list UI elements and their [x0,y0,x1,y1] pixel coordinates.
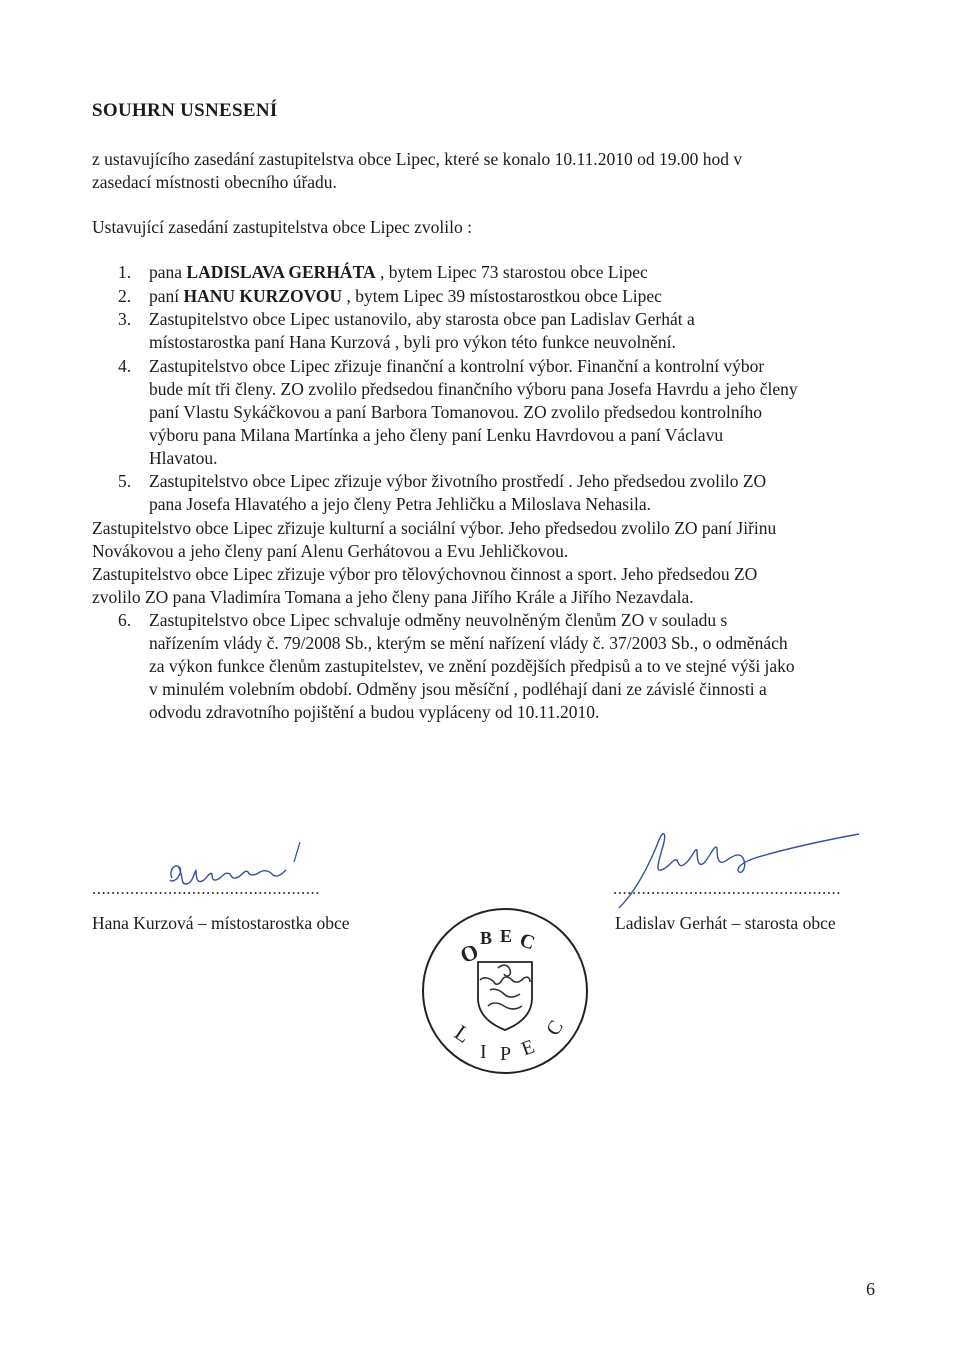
intro-line-2: zasedací místnosti obecního úřadu. [92,172,337,192]
item-text-line: pana Josefa Hlavatého a jejo členy Petra Jehličku a Miloslava Nehasila. [149,494,651,514]
municipal-stamp [420,906,590,1076]
item-text-line: nařízením vlády č. 79/2008 Sb., kterým se mění nařízení vlády č. 37/2003 Sb., o odměnách [149,633,788,653]
item-text: paní HANU KURZOVOU , bytem Lipec 39 místostarostkou obce Lipec [149,286,662,306]
item-text-line: Zastupitelstvo obce Lipec zřizuje finanční a kontrolní výbor. Finanční a kontrolní výbor [149,356,765,376]
item-number: 5. [118,471,132,491]
item-text-line: odvodu zdravotního pojištění a budou vypláceny od 10.11.2010. [149,702,600,722]
svg-text:C: C [542,1016,568,1040]
item-text-line: Zastupitelstvo obce Lipec schvaluje odměny neuvolněným členům ZO v souladu s [149,610,728,630]
item-number: 4. [118,356,132,376]
signature-line-right: ................................................ [613,879,841,898]
item-text-line: Zastupitelstvo obce Lipec zřizuje výbor životního prostředí . Jeho předsedou zvolilo ZO [149,471,767,491]
item-text-line: Zastupitelstvo obce Lipec ustanovilo, aby starosta obce pan Ladislav Gerhát a [149,309,695,329]
paragraph-line: Novákovou a jeho členy paní Alenu Gerhátovou a Evu Jehličkovou. [92,541,569,561]
signatory-right: Ladislav Gerhát – starosta obce [615,913,836,933]
svg-text:O: O [456,938,482,969]
elected-heading: Ustavující zasedání zastupitelstva obce Lipec zvolilo : [92,217,473,237]
item-number: 1. [118,262,132,282]
svg-text:I: I [480,1041,487,1063]
signature-line-left: ................................................ [92,879,320,898]
paragraph-line: Zastupitelstvo obce Lipec zřizuje výbor pro tělovýchovnou činnost a sport. Jeho předsedou ZO [92,564,758,584]
svg-text:L: L [449,1019,476,1048]
svg-text:P: P [500,1043,512,1065]
paragraph-line: zvolilo ZO pana Vladimíra Tomana a jeho členy pana Jiřího Krále a Jiřího Nezavdala. [92,587,694,607]
svg-text:E: E [500,926,513,946]
item-text-line: v minulém volebním období. Odměny jsou měsíční , podléhají dani ze závislé činnosti a [149,679,767,699]
page-number: 6 [866,1279,875,1299]
svg-text:E: E [518,1035,538,1061]
signatory-left: Hana Kurzová – místostarostka obce [92,913,350,933]
svg-text:C: C [516,929,538,955]
item-text-line: bude mít tři členy. ZO zvolilo předsedou finančního výboru pana Josefa Havrdu a jeho členy [149,379,798,399]
item-number: 2. [118,286,132,306]
item-text-line: Hlavatou. [149,448,218,468]
page-title: SOUHRN USNESENÍ [92,100,278,121]
item-text-line: místostarostka paní Hana Kurzová , byli pro výkon této funkce neuvolnění. [149,332,676,352]
item-text-line: paní Vlastu Sykáčkovou a paní Barbora Tomanovou. ZO zvolilo předsedou kontrolního [149,402,762,422]
item-text-line: výboru pana Milana Martínka a jeho členy paní Lenku Havrdovou a paní Václavu [149,425,724,445]
intro-line-1: z ustavujícího zasedání zastupitelstva obce Lipec, které se konalo 10.11.2010 od 19.00 hod v [92,149,743,169]
paragraph-line: Zastupitelstvo obce Lipec zřizuje kulturní a sociální výbor. Jeho předsedou zvolilo ZO paní Jiřinu [92,518,777,538]
item-number: 3. [118,309,132,329]
item-text: pana LADISLAVA GERHÁTA , bytem Lipec 73 starostou obce Lipec [149,262,648,282]
item-number: 6. [118,610,132,630]
svg-text:B: B [480,928,493,948]
item-text-line: za výkon funkce členům zastupitelstev, ve znění pozdějších předpisů a to ve stejné výši jako [149,656,795,676]
